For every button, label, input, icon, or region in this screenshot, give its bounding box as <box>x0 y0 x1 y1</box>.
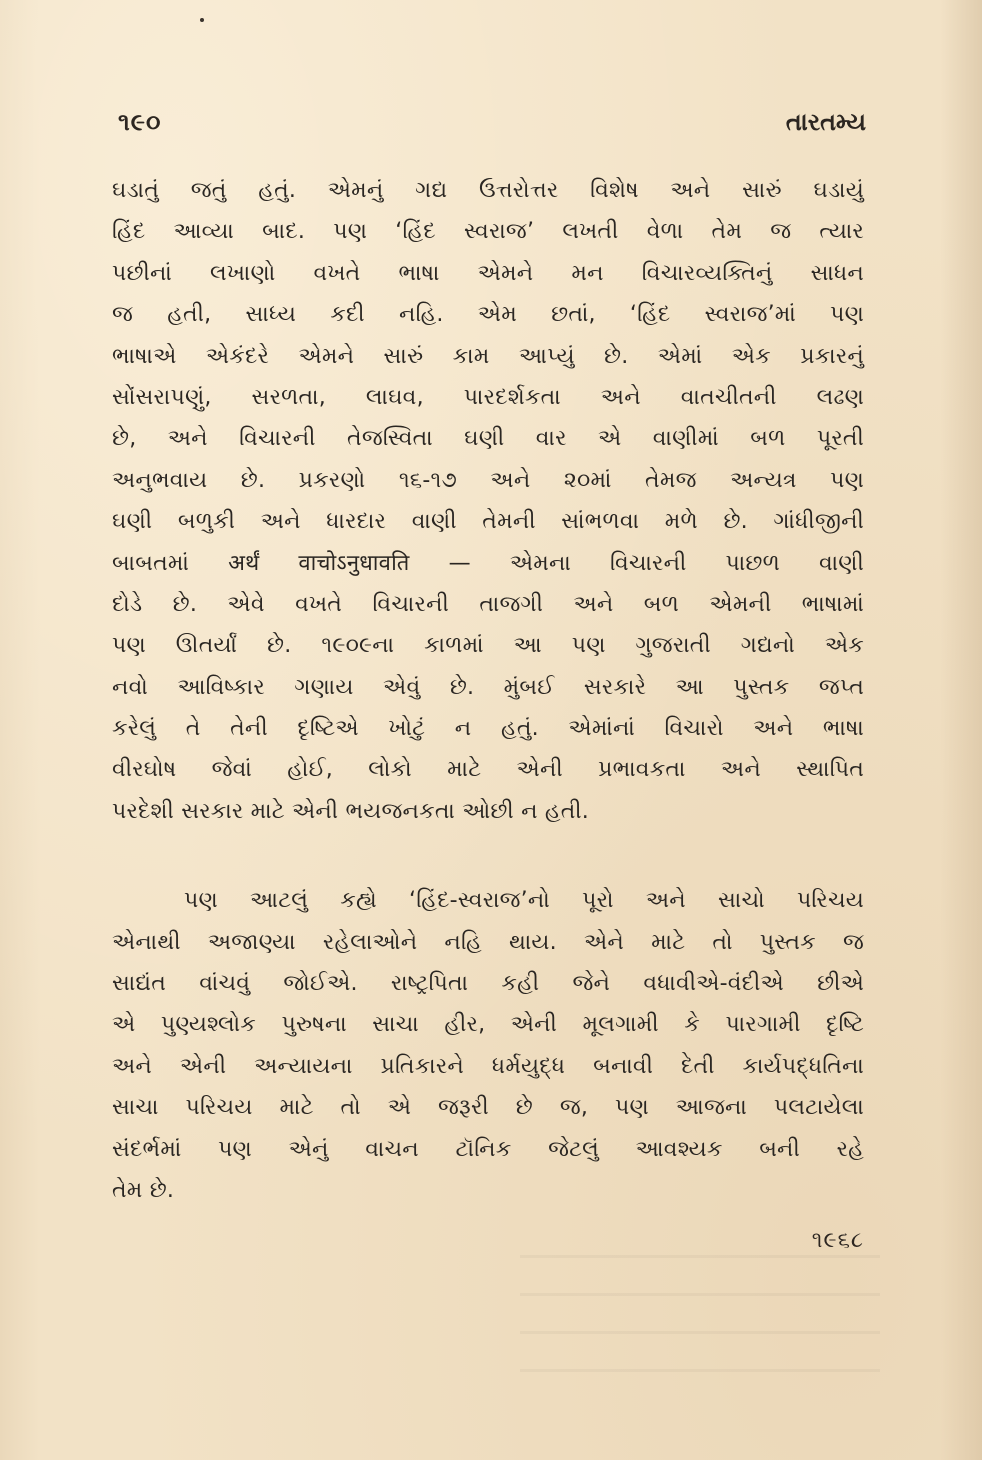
text-line: વીરઘોષ જેવાં હોઈ, લોકો માટે એની પ્રભાવકતા અને સ્થાપિત <box>112 757 864 783</box>
text-line: સોંસરાપણું, સરળતા, લાઘવ, પારદર્શકતા અને વાતચીતની લઢણ <box>112 384 864 410</box>
text-line: પણ આટલું કહ્યે ‘હિંદ-સ્વરાજ’નો પૂરો અને સાચો પરિચય <box>184 888 864 914</box>
text-line: જ હતી, સાધ્ય કદી નહિ. એમ છતાં, ‘હિંદ સ્વરાજ’માં પણ <box>112 302 864 328</box>
text-line: તેમ છે. <box>112 1177 175 1203</box>
text-line: પછીનાં લખાણો વખતે ભાષા એમને મન વિચારવ્યક્તિનું સાધન <box>112 260 864 286</box>
text-line: પરદેશી સરકાર માટે એની ભયજનકતા ઓછી ન હતી. <box>112 798 589 824</box>
year-dateline: ૧૯૬૮ <box>811 1228 864 1253</box>
text-line: ભાષાએ એકંદરે એમને સારું કામ આપ્યું છે. એમાં એક પ્રકારનું <box>112 343 864 369</box>
text-line: ઘડાતું જતું હતું. એમનું ગદ્ય ઉત્તરોત્તર વિશેષ અને સારું ઘડાયું <box>112 178 864 203</box>
text-line: બાબતમાં अर्थं वाचोऽनुधावति — એમના વિચારની પાછળ વાણી <box>112 550 864 576</box>
text-line: સાદ્યંત વાંચવું જોઈએ. રાષ્ટ્રપિતા કહી જેને વધાવીએ-વંદીએ છીએ <box>112 971 864 997</box>
text-line: પણ ઊતર્યાં છે. ૧૯૦૯ના કાળમાં આ પણ ગુજરાતી ગદ્યનો એક <box>112 633 864 659</box>
show-through-bleed <box>520 1255 880 1375</box>
text-line: અને એની અન્યાયના પ્રતિકારને ધર્મયુદ્ધ બનાવી દેતી કાર્યપદ્ધતિના <box>112 1053 864 1079</box>
page-number: ૧૯૦ <box>118 108 162 136</box>
body-text <box>112 170 864 1211</box>
running-title: તારતમ્ય <box>785 108 866 136</box>
page-header <box>118 108 866 140</box>
text-line: સંદર્ભમાં પણ એનું વાચન ટૉનિક જેટલું આવશ્યક બની રહે <box>112 1136 864 1162</box>
text-line: એનાથી અજાણ્યા રહેલાઓને નહિ થાય. એને માટે તો પુસ્તક જ <box>112 929 864 955</box>
text-line: ઘણી બળુકી અને ધારદાર વાણી તેમની સાંભળવા મળે છે. ગાંધીજીની <box>112 509 864 535</box>
text-line: એ પુણ્યશ્લોક પુરુષના સાચા હીર, એની મૂલગામી કે પારગામી દૃષ્ટિ <box>112 1012 864 1038</box>
text-line: છે, અને વિચારની તેજસ્વિતા ઘણી વાર એ વાણીમાં બળ પૂરતી <box>112 426 864 452</box>
text-line: દોડે છે. એવે વખતે વિચારની તાજગી અને બળ એમની ભાષામાં <box>112 591 864 617</box>
paragraph-2 <box>112 880 864 1211</box>
text-line: હિંદ આવ્યા બાદ. પણ ‘હિંદ સ્વરાજ’ લખતી વેળા તેમ જ ત્યાર <box>112 219 864 245</box>
text-line: નવો આવિષ્કાર ગણાય એવું છે. મુંબઈ સરકારે આ પુસ્તક જપ્ત <box>112 674 864 700</box>
paragraph-1 <box>112 170 864 832</box>
text-line: સાચા પરિચય માટે તો એ જરૂરી છે જ, પણ આજના પલટાયેલા <box>112 1095 864 1121</box>
ink-speck <box>200 18 204 22</box>
text-line: કરેલું તે તેની દૃષ્ટિએ ખોટું ન હતું. એમાંનાં વિચારો અને ભાષા <box>112 716 864 742</box>
text-line: અનુભવાય છે. પ્રકરણો ૧૬-૧૭ અને ૨૦માં તેમજ અન્યત્ર પણ <box>112 467 864 493</box>
